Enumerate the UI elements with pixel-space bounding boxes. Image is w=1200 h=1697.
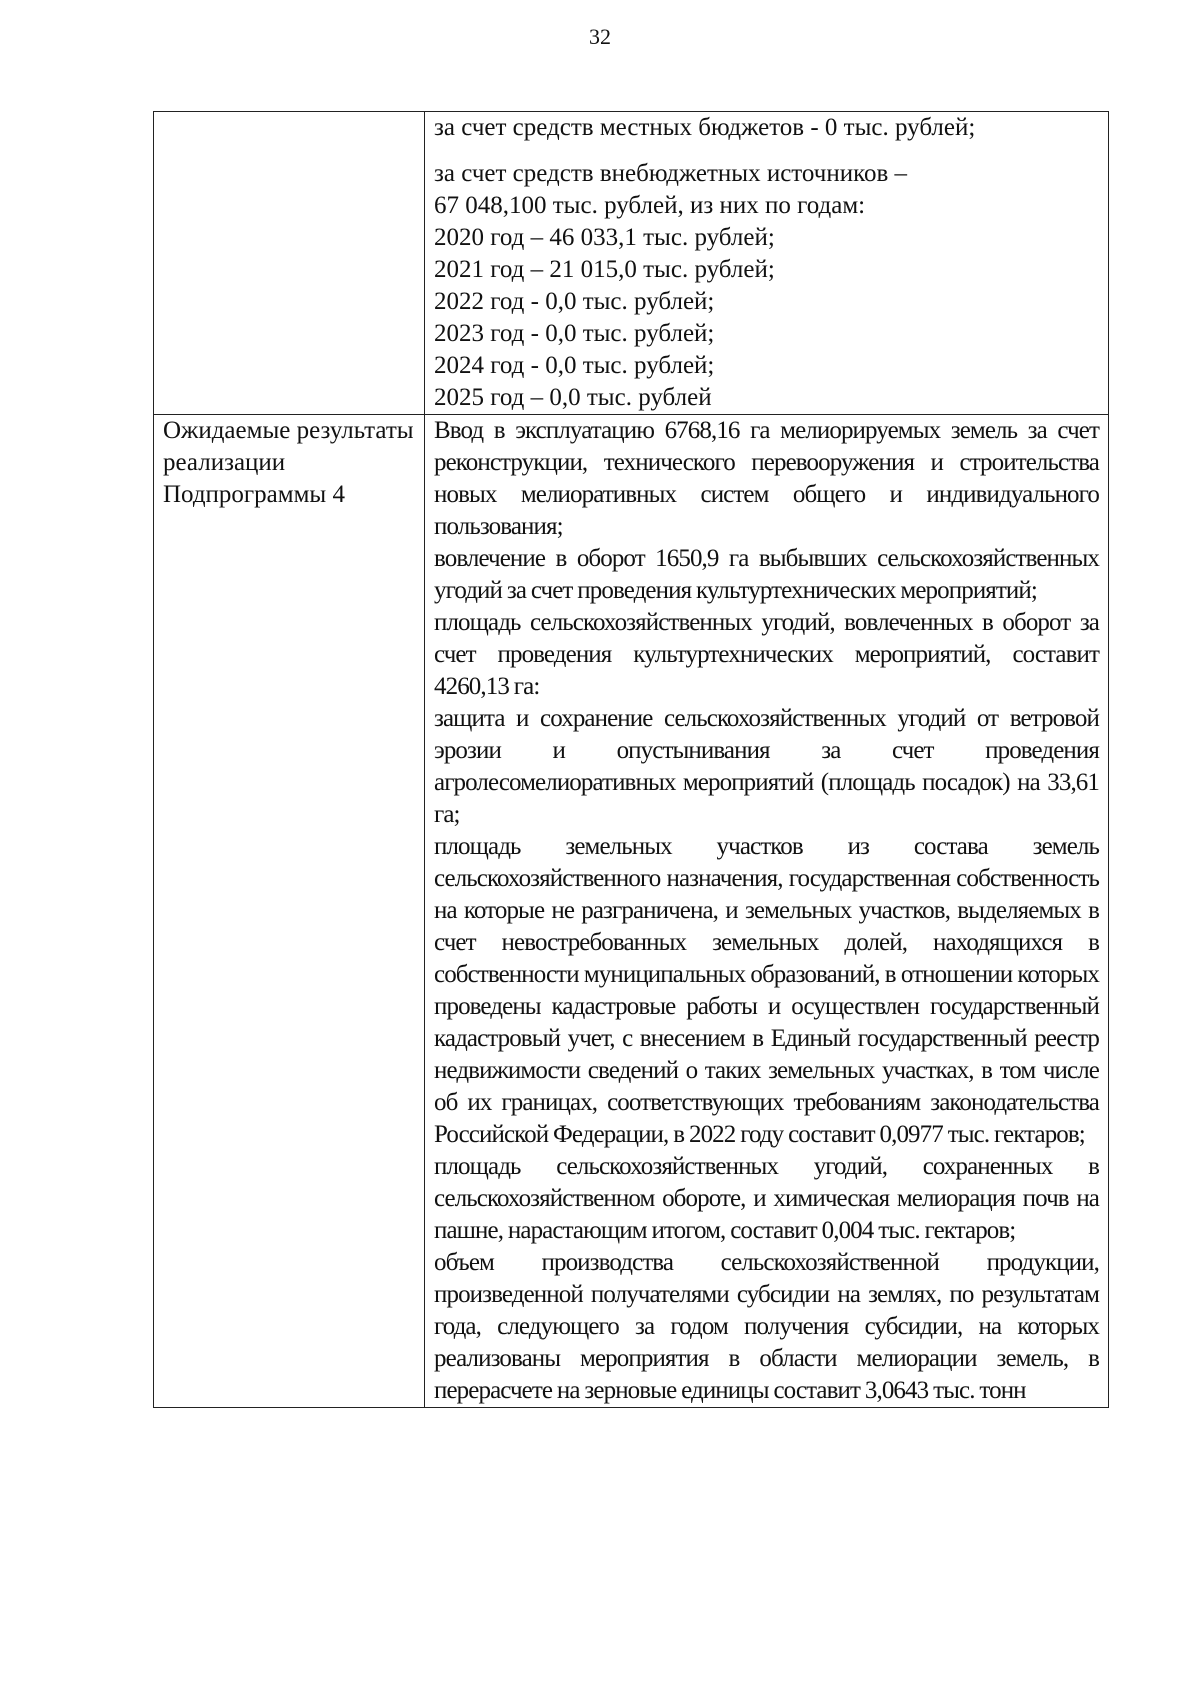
financing-content-cell [425,112,1109,415]
financing-label-cell [154,112,425,415]
extra-budget-line: 2025 год – 0,0 тыс. рублей [434,384,712,411]
expected-results-content [425,415,1109,1408]
expected-results-label-text: Ожидаемые результаты реализации Подпрограммы 4 [163,417,414,508]
subprogram-passport-table [153,111,1109,1408]
extra-budget-line: 2022 год - 0,0 тыс. рублей; [434,288,715,315]
local-budget-text: за счет средств местных бюджетов - 0 тыс. рублей; [434,114,976,141]
result-item: Ввод в эксплуатацию 6768,16 га мелиорируемых земель за счет реконструкции, технического перевооружения и строительства новых мелиоративных систем общего и индивидуального пользования; [434,417,1099,540]
financing-row [154,112,1109,415]
extra-budget-line: 67 048,100 тыс. рублей, из них по годам: [434,192,866,219]
result-item: площадь сельскохозяйственных угодий, вовлеченных в оборот за счет проведения культуртехнических мероприятий, составит 4260,13 га: [434,609,1099,700]
result-item: площадь земельных участков из состава земель сельскохозяйственного назначения, государственная собственность на которые не разграничена, и земельных участков, выделяемых в счет невостребованных земельных долей, находящихся в собственности муниципальных образований, в отношении которых проведены кадастровые работы и осуществлен государственный кадастровый учет, с внесением в Единый государственный реестр недвижимости сведений о таких земельных участках, в том числе об их границах, соответствующих требованиям законодательства Российской Федерации, в 2022 году составит 0,0977 тыс. гектаров; [434,833,1099,1148]
expected-results-label [154,415,425,1408]
result-item: объем производства сельскохозяйственной продукции, произведенной получателями субсидии на землях, по результатам года, следующего за годом получения субсидии, на которых реализованы мероприятия в области мелиорации земель, в перерасчете на зерновые единицы составит 3,0643 тыс. тонн [434,1249,1099,1404]
extra-budget-block [434,158,1099,414]
extra-budget-line: 2023 год - 0,0 тыс. рублей; [434,320,715,347]
extra-budget-line: за счет средств внебюджетных источников – [434,160,908,187]
result-item: площадь сельскохозяйственных угодий, сохраненных в сельскохозяйственном обороте, и химическая мелиорация почв на пашне, нарастающим итогом, составит 0,004 тыс. гектаров; [434,1153,1099,1244]
extra-budget-line: 2021 год – 21 015,0 тыс. рублей; [434,256,775,283]
extra-budget-line: 2024 год - 0,0 тыс. рублей; [434,352,715,379]
expected-results-row [154,415,1109,1408]
result-item: вовлечение в оборот 1650,9 га выбывших сельскохозяйственных угодий за счет проведения культуртехнических мероприятий; [434,545,1099,604]
result-item: защита и сохранение сельскохозяйственных угодий от ветровой эрозии и опустынивания за счет проведения агролесомелиоративных мероприятий (площадь посадок) на 33,61 га; [434,705,1099,828]
extra-budget-line: 2020 год – 46 033,1 тыс. рублей; [434,224,775,251]
page-number: 32 [589,24,611,49]
